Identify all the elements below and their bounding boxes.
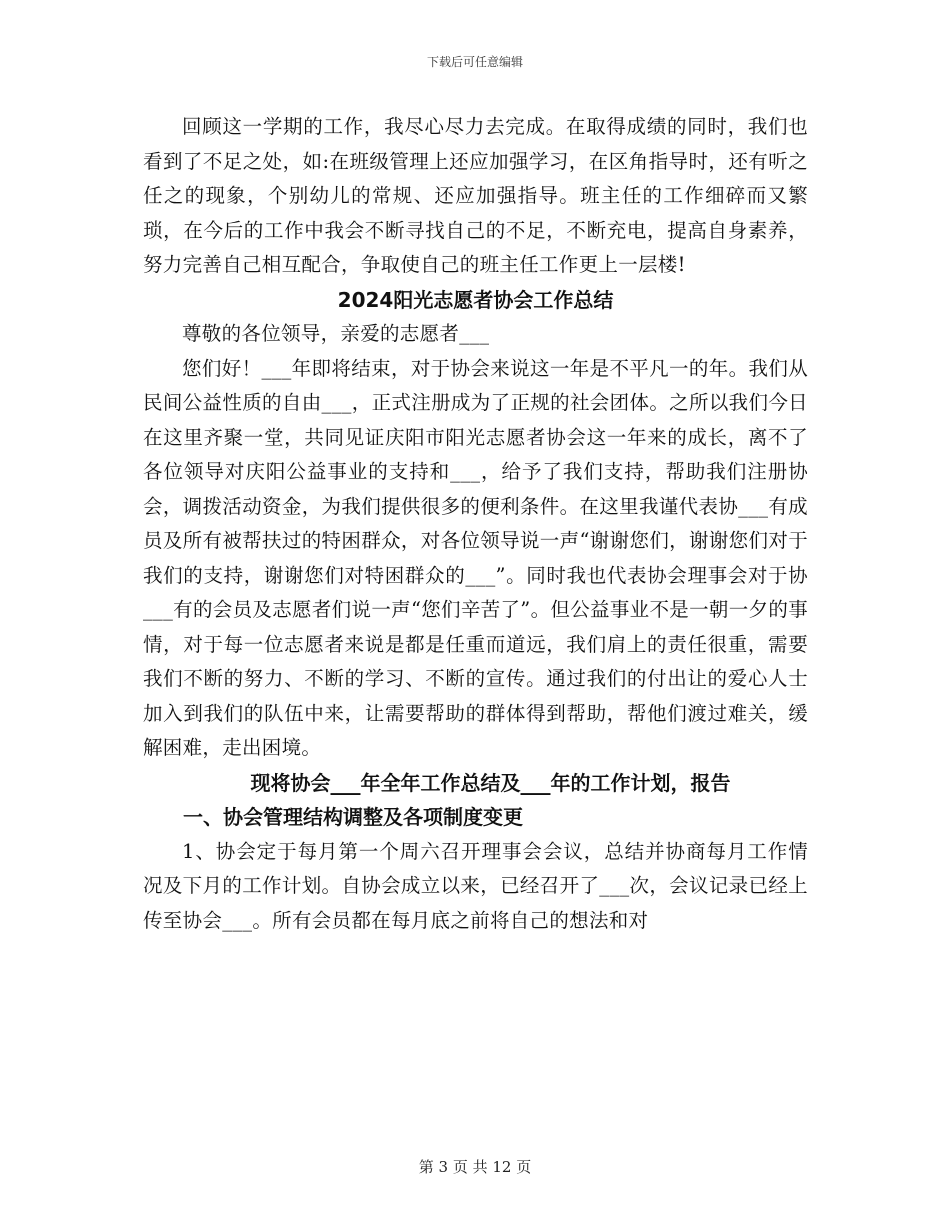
document-body (143, 110, 808, 938)
greeting: 尊敬的各位领导，亲爱的志愿者___ (182, 322, 490, 345)
section-heading-report: 现将协会___年全年工作总结及___年的工作计划，报告 (250, 770, 731, 795)
paragraph-meetings: 1、协会定于每月第一个周六召开理事会会议，总结并协商每月工作情况及下月的工作计划。自协会成立以来，已经召开了___次，会议记录已经上传至协会___。所有会员都在每月底之前将自己的想法和对 (143, 839, 808, 932)
page-number: 第 3 页 共 12 页 (418, 1158, 532, 1176)
page-header: 下载后可任意编辑 (426, 55, 523, 69)
paragraph-speech: 您们好！___年即将结束，对于协会来说这一年是不平凡一的年。我们从民间公益性质的自由___，正式注册成为了正规的社会团体。之所以我们今日在这里齐聚一堂，共同见证庆阳市阳光志愿者协会这一年来的成长，离不了各位领导对庆阳公益事业的支持和___，给予了我们支持，帮助我们注册协会，调拨活动资金，为我们提供很多的便利条件。在这里我谨代表协___有成员及所有被帮扶过的特困群众，对各位领导说一声“谢谢您们，谢谢您们对于我们的支持，谢谢您们对特困群众的___”。同时我也代表协会理事会对于协___有的会员及志愿者们说一声“您们辛苦了”。但公益事业不是一朝一夕的事情，对于每一位志愿者来说是都是任重而道远，我们肩上的责任很重，需要我们不断的努力、不断的学习、不断的宣传。通过我们的付出让的爱心人士加入到我们的队伍中来，让需要帮助的群体得到帮助，帮他们渡过难关，缓解困难，走出困境。 (143, 356, 808, 759)
document-title: 2024阳光志愿者协会工作总结 (337, 287, 614, 312)
paragraph-review: 回顾这一学期的工作，我尽心尽力去完成。在取得成绩的同时，我们也看到了不足之处，如:在班级管理上还应加强学习，在区角指导时，还有听之任之的现象，个别幼儿的常规、还应加强指导。班主任的工作细碎而又繁琐，在今后的工作中我会不断寻找自己的不足，不断充电，提高自身素养，努力完善自己相互配合，争取使自己的班主任工作更上一层楼! (143, 115, 808, 276)
section-heading-structure: 一、协会管理结构调整及各项制度变更 (183, 805, 523, 829)
